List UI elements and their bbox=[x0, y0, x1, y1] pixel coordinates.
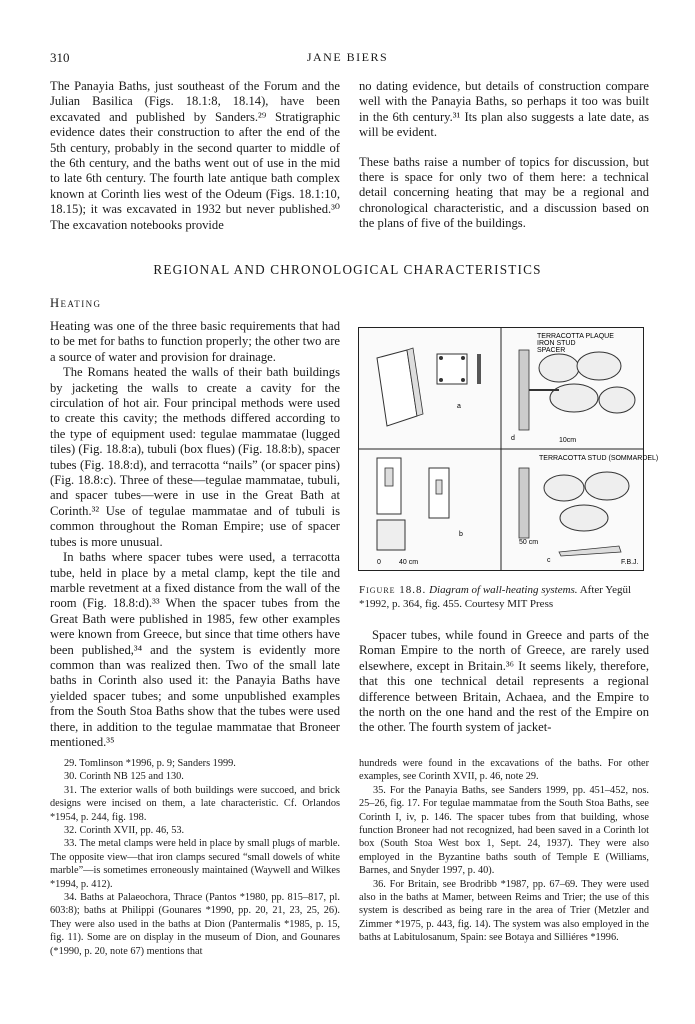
scale-b: 40 cm bbox=[399, 559, 419, 566]
footnote: 31. The exterior walls of both buildings were succoed, and brick designs were incised on them, a late characteristic. Cf. Orlandos *1954, p. 244, fig. 198. bbox=[50, 784, 340, 823]
paragraph: Heating was one of the three basic requirements that had to be met for baths to function properly; the other two are a source of water and provision for drainage. bbox=[50, 319, 340, 364]
paragraph: In baths where spacer tubes were used, a terracotta tube, held in place by a metal clamp, kept the tile and marble revetment at a fixed distance from the wall of the room (Fig. 18.8:d).³³ When the spacer tubes from the Great Bath were published in 1985, few other examples were known from Greece, but since that time others have been published,³⁴ and the system is evidently more common than was realized then. Two of the small late baths in Corinth also used it: the Panayia Baths have yielded spacer tubes; and some unpublished examples from the South Stoa Baths show that the tubes were used there, in addition to the tegulae mammatae that Broneer mentioned.³⁵ bbox=[50, 550, 340, 749]
footnote: hundreds were found in the excavations of the baths. For other examples, see Corinth XVII, p. 46, note 29. bbox=[359, 758, 649, 783]
label-iron-stud: IRON STUD bbox=[537, 340, 576, 347]
running-head: JANE BIERS bbox=[306, 50, 389, 64]
artist-initials: F.B.J. bbox=[621, 559, 639, 566]
footnotes-right bbox=[359, 757, 649, 945]
paragraph: These baths raise a number of topics for discussion, but there is space for only two of them here: a technical detail concerning heating that may be a regional and chronological characteristic, and a discussion based on the plans of five of the buildings. bbox=[359, 154, 649, 231]
label-stud: TERRACOTTA STUD (SOMMARDEL) bbox=[539, 455, 659, 462]
section-heading: REGIONAL AND CHRONOLOGICAL CHARACTERISTICS bbox=[153, 262, 542, 277]
heating-column bbox=[50, 319, 340, 750]
footnote: 30. Corinth NB 125 and 130. bbox=[64, 771, 184, 783]
label-b: b bbox=[459, 531, 463, 538]
footnotes-left bbox=[50, 757, 340, 958]
label-spacer: SPACER bbox=[537, 347, 566, 354]
label-d: d bbox=[511, 435, 515, 442]
label-a: a bbox=[457, 403, 461, 410]
scale-b-start: 0 bbox=[377, 559, 381, 566]
figure-illustration bbox=[359, 328, 659, 570]
footnote: 29. Tomlinson *1996, p. 9; Sanders 1999. bbox=[64, 758, 236, 769]
footnote: 34. Baths at Palaeochora, Thrace (Pantos *1980, pp. 815–817, pl. 603:8); baths at Philippi (Gounares *1990, pp. 20, 21, 23, 25, 26). They were also used in the baths at Dion (Pantermalis *1985, p. 15, fig. 11). Some are on display in the museum of Dion, and Gounares (*1990, p. 20, note 67) mentions that bbox=[50, 892, 340, 957]
right-intro-column bbox=[359, 79, 649, 232]
figure-caption bbox=[359, 583, 649, 611]
scale-c: 50 cm bbox=[519, 539, 539, 546]
figure-wall-heating-diagram bbox=[358, 327, 659, 571]
paragraph: The Romans heated the walls of their bath buildings by jacketing the walls to create a cavity for the circulation of hot air. Four principal methods were used to create this cavity; the methods differed according to the type of equipment used: tegulae mammatae (lugged tiles) (Fig. 18.8:a), tubuli (box flues) (Fig. 18.8:b), spacer tubes (Fig. 18.8:d), and terracotta “nails” (or spacer pins) (Fig. 18.8:c). Three of these—tegulae mammatae, tubuli, and spacer tubes—were in use in the Great Bath at Corinth.³² Use of tegulae mammatae and of tubuli is common throughout the Roman Empire; use of spacer tubes is more unusual. bbox=[50, 365, 340, 549]
footnote: 33. The metal clamps were held in place by small plugs of marble. The opposite view—that iron clamps secured “small dowels of white marble”—is sometimes erroneously maintained (Waywell and Wilkes *1994, p. 412). bbox=[50, 838, 340, 890]
tegula-mammata-drawing bbox=[377, 348, 481, 426]
figure-title: Diagram of wall-heating systems. bbox=[429, 584, 578, 596]
footnote: 36. For Britain, see Brodribb *1987, pp. 67–69. They were used also in the baths at Mamer, between Reims and Trier; the use of this system is described as being rare in the area of Trier (Metzler and Zimmer *1975, p. 443, fig. 14). The system was also employed in the baths at Labitulosanum, Spain: see Botaya and Silliéres *1996. bbox=[359, 878, 649, 944]
spacer-tubes-column bbox=[359, 628, 649, 736]
tubulus-drawing bbox=[377, 458, 463, 566]
scale-d: 10cm bbox=[559, 437, 577, 444]
spacer-tube-drawing bbox=[511, 333, 635, 444]
figure-label: Figure 18.8. bbox=[359, 584, 427, 596]
terracotta-nail-drawing bbox=[519, 455, 658, 566]
left-intro-column bbox=[50, 79, 340, 233]
paragraph: The Panayia Baths, just southeast of the Forum and the Julian Basilica (Figs. 18.1:8, 18.14), have been excavated and published by Sanders.²⁹ Stratigraphic evidence dates their construction to after the end of the 5th century, probably in the second quarter to middle of the 6th century, and the baths went out of use in the mid to late 6th century. The fourth late antique bath complex known at Corinth lies west of the Odeum (Figs. 18.1:10, 18.15); it was excavated in 1932 but never published.³⁰ The excavation notebooks provide bbox=[50, 79, 340, 232]
footnote: 32. Corinth XVII, pp. 46, 53. bbox=[64, 825, 185, 837]
figure-credit: After Yegül *1992, p. 364, fig. 455. Courtesy MIT Press bbox=[359, 584, 632, 610]
subsection-heading: Heating bbox=[50, 296, 102, 310]
page-number: 310 bbox=[50, 50, 70, 65]
paragraph: no dating evidence, but details of construction compare well with the Panayia Baths, so perhaps it too was built in the 6th century.³¹ Its plan also suggests a late date, as will be evident. bbox=[359, 79, 649, 140]
label-plaque: TERRACOTTA PLAQUE bbox=[537, 333, 614, 340]
label-c: c bbox=[547, 557, 551, 564]
footnote: 35. For the Panayia Baths, see Sanders 1999, pp. 451–452, nos. 25–26, fig. 17. For tegulae mammatae from the South Stoa Baths, see Corinth I, iv, p. 146. The spacer tubes from that building, whose function Broneer had not recognized, had been saved in a Corinth lot box (South Stoa West box 1, Sept. 24, 1937). They were also employed in the Byzantine baths south of Temple E (Williams, Barnes, and Snyder 1997, p. 40). bbox=[359, 784, 649, 877]
paragraph: Spacer tubes, while found in Greece and parts of the Roman Empire to the north of Greece, are rarely used elsewhere, except in Britain.³⁶ It seems likely, therefore, that this one technical detail represents a regional difference between Britain, Achaea, and the Empire to the north on the one hand and the rest of the Empire on the other. The fourth system of jacket- bbox=[359, 628, 649, 735]
